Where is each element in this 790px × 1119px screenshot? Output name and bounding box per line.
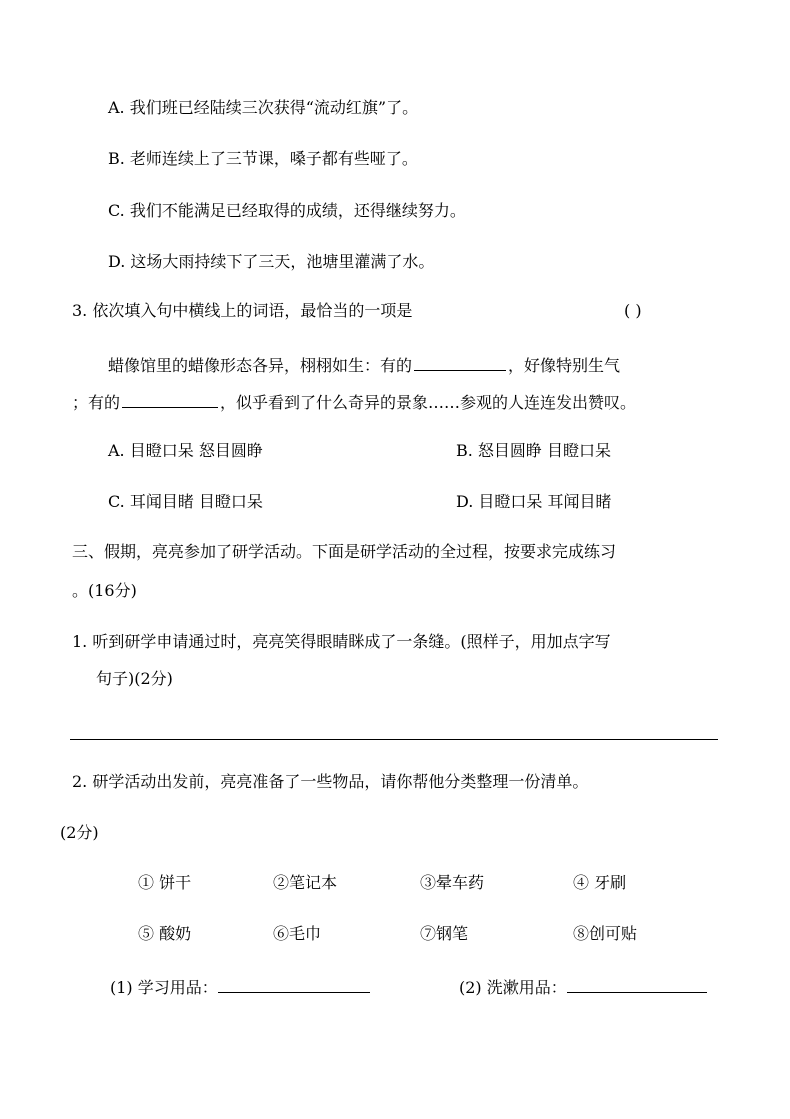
q3-option-b: B. 怒目圆睁 目瞪口呆	[456, 441, 612, 460]
q3-option-a: A. 目瞪口呆 怒目圆睁	[108, 441, 263, 460]
sub-question-1	[110, 975, 372, 999]
sub-question-2	[459, 975, 709, 999]
passage-text-3: ；有的	[72, 393, 121, 412]
item-3: ③晕车药	[420, 873, 485, 892]
item-6: ⑥毛巾	[273, 924, 322, 943]
study-supplies-blank[interactable]	[218, 975, 370, 993]
sub-question-2-label: (2) 洗漱用品：	[459, 978, 567, 997]
fill-blank-2[interactable]	[122, 390, 218, 408]
fill-blank-1[interactable]	[414, 353, 506, 371]
item-8: ⑧创可贴	[573, 924, 638, 943]
s3-question-2-line-2: (2分)	[60, 823, 99, 842]
answer-parens[interactable]: ( )	[624, 301, 642, 320]
passage-text-4: ，似乎看到了什么奇异的景象……参观的人连连发出赞叹。	[220, 393, 637, 412]
option-b: B. 老师连续上了三节课，嗓子都有些哑了。	[108, 149, 418, 168]
passage-line-1	[108, 353, 620, 377]
item-5: ⑤ 酸奶	[138, 924, 192, 943]
sub-question-1-label: (1) 学习用品：	[110, 978, 218, 997]
item-1: ① 饼干	[138, 873, 192, 892]
passage-text-1: 蜡像馆里的蜡像形态各异，栩栩如生：有的	[108, 356, 413, 375]
passage-text-2: ，好像特别生气	[508, 356, 621, 375]
option-c: C. 我们不能满足已经取得的成绩，还得继续努力。	[108, 201, 466, 220]
answer-line[interactable]	[70, 739, 718, 740]
s3-question-1-line-2: 句子)(2分)	[96, 669, 173, 688]
passage-line-2	[72, 390, 636, 414]
toiletries-blank[interactable]	[567, 975, 707, 993]
s3-question-1-line-1: 1. 听到研学申请通过时，亮亮笑得眼睛眯成了一条缝。(照样子，用加点字写	[72, 632, 611, 651]
option-d: D. 这场大雨持续下了三天，池塘里灌满了水。	[108, 252, 435, 271]
item-7: ⑦钢笔	[420, 924, 469, 943]
q3-option-c: C. 耳闻目睹 目瞪口呆	[108, 492, 263, 511]
question-3-stem: 3. 依次填入句中横线上的词语，最恰当的一项是	[72, 301, 413, 320]
s3-question-2-line-1: 2. 研学活动出发前，亮亮准备了一些物品，请你帮他分类整理一份清单。	[72, 772, 589, 791]
section-3-heading-line-1: 三、假期，亮亮参加了研学活动。下面是研学活动的全过程，按要求完成练习	[72, 542, 617, 561]
item-4: ④ 牙刷	[573, 873, 627, 892]
item-2: ②笔记本	[273, 873, 338, 892]
option-a: A. 我们班已经陆续三次获得“流动红旗”了。	[108, 98, 419, 117]
section-3-heading-line-2: 。(16分)	[72, 581, 137, 600]
q3-option-d: D. 目瞪口呆 耳闻目睹	[456, 492, 612, 511]
